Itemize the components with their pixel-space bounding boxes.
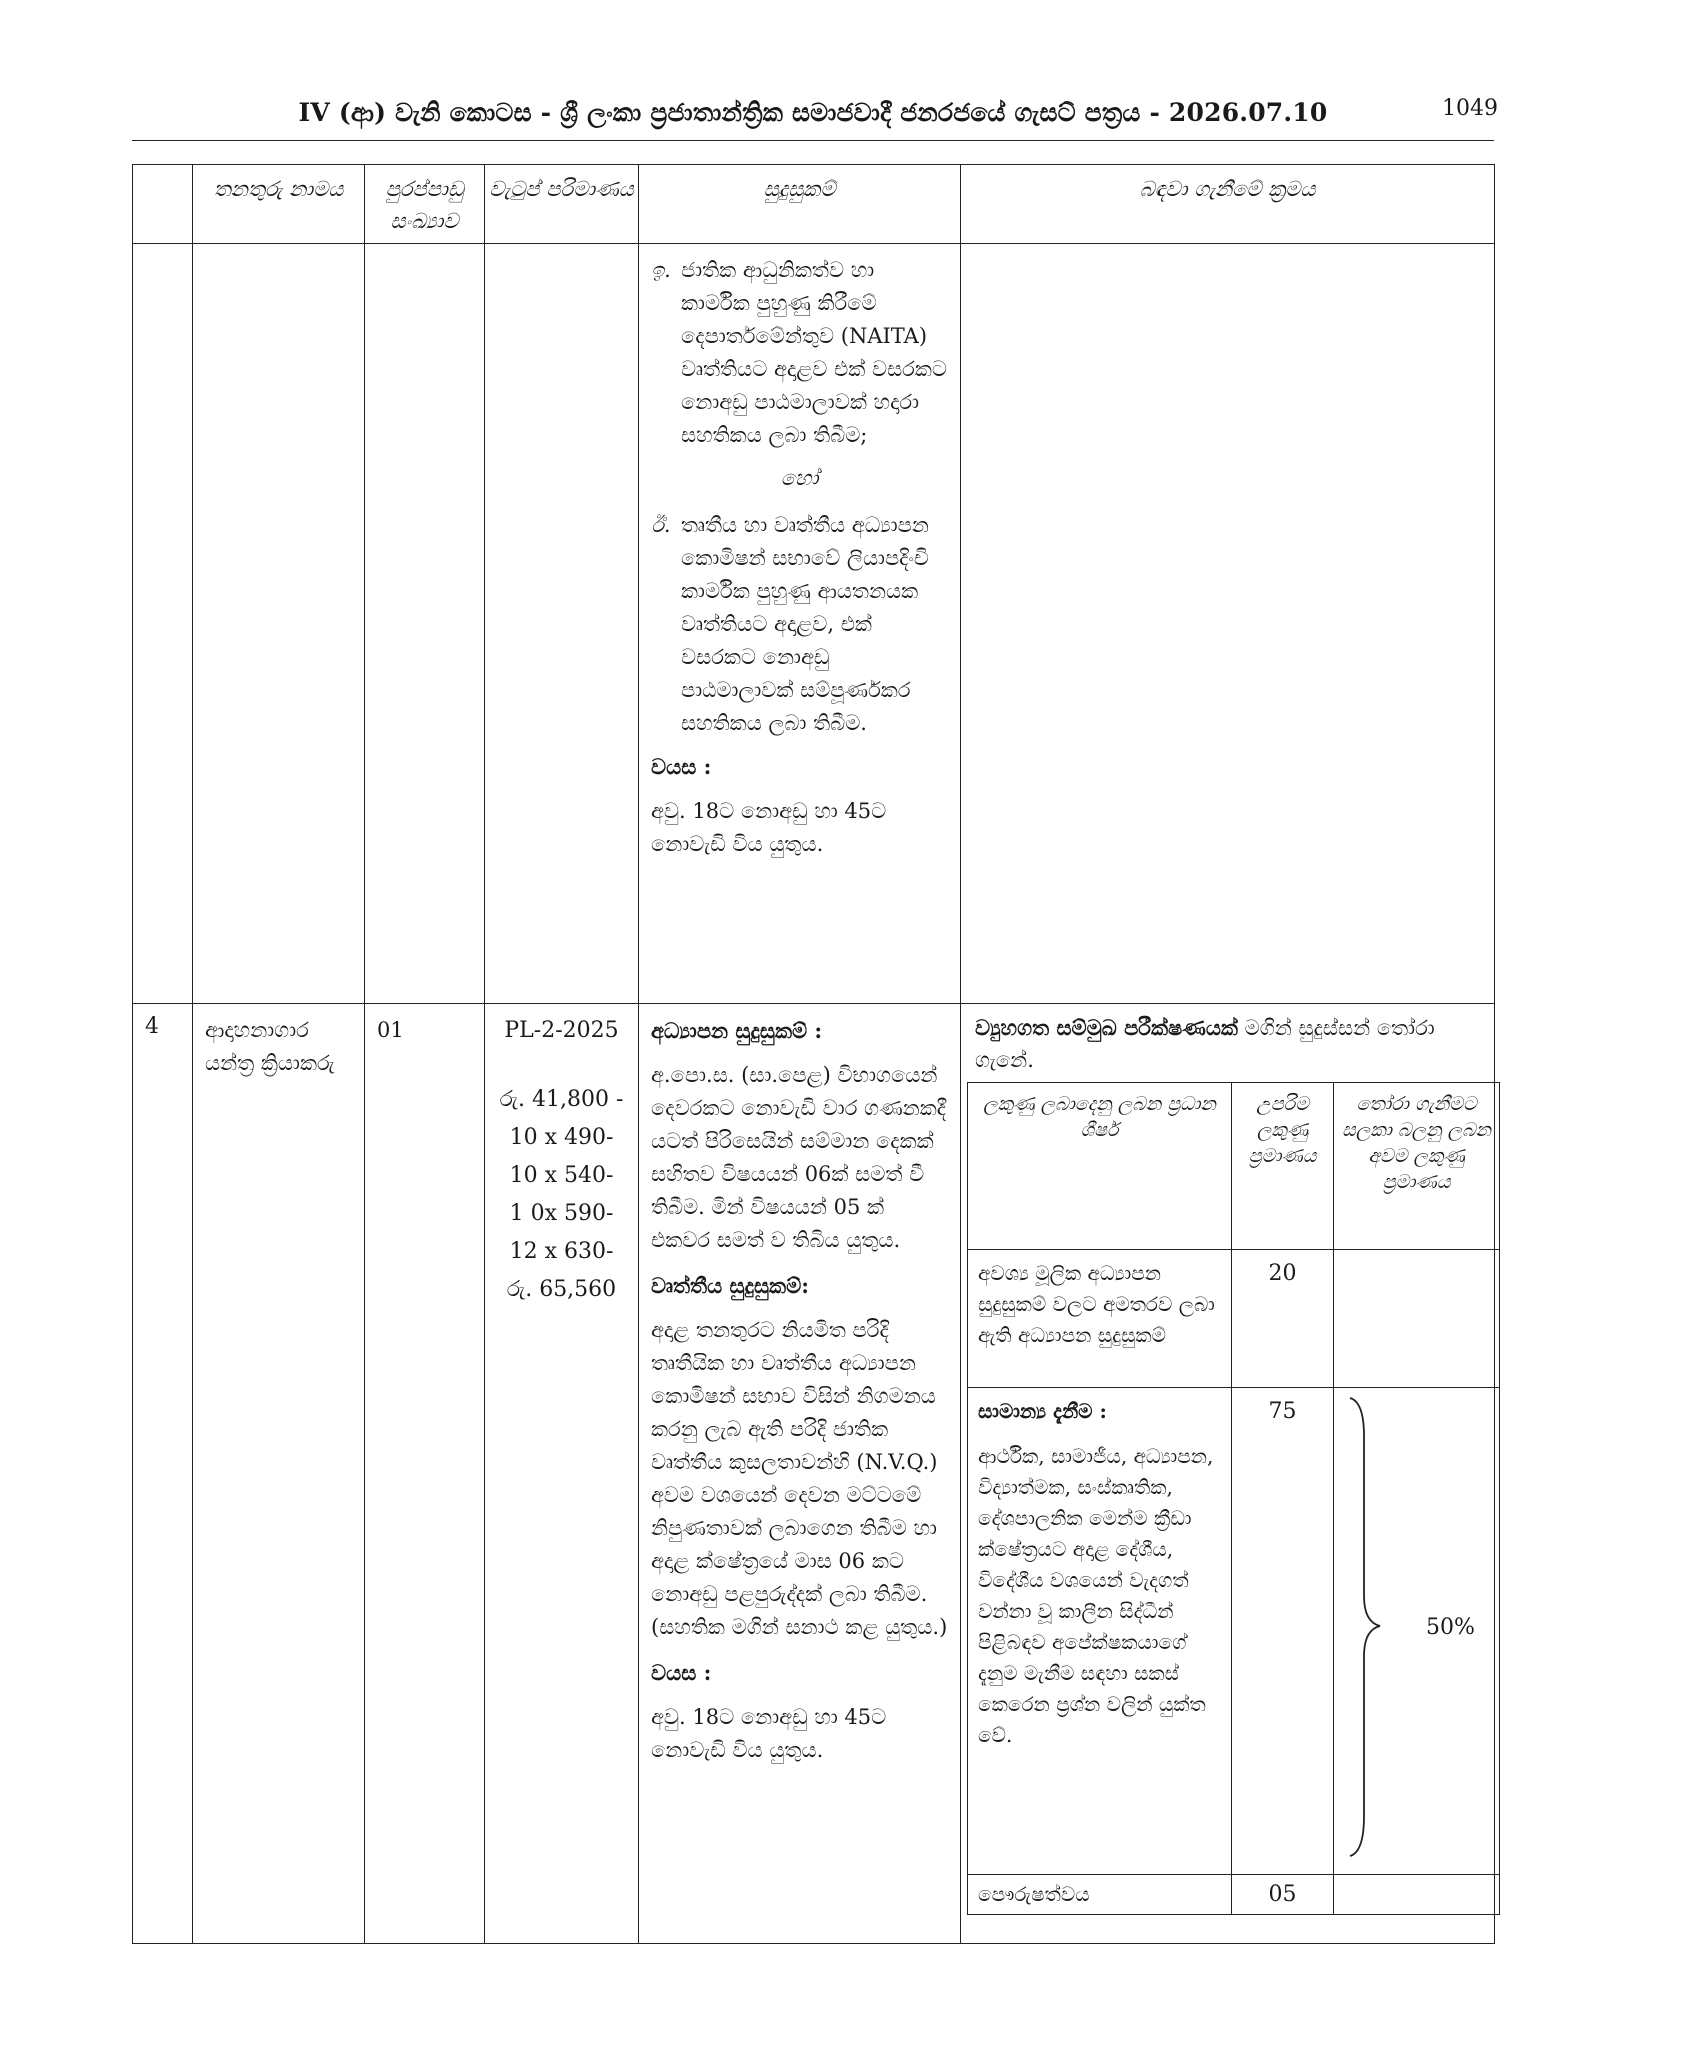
age-requirement: අවු. 18ට නොඅඩු හා 45ට නොවැඩි විය යුතුය.	[651, 799, 887, 856]
table-row-4	[133, 1004, 1495, 1944]
table-header-row	[133, 165, 1495, 244]
age-requirement-row4: අවු. 18ට නොඅඩු හා 45ට නොවැඩි විය යුතුය.	[651, 1705, 887, 1762]
header-divider	[132, 140, 1494, 141]
header-vacancies: පුරප්පාඩු සංඛ්‍යාව	[365, 165, 485, 244]
header-serial	[133, 165, 193, 244]
row4-recruitment	[961, 1004, 1495, 1944]
marks-row-general-knowledge: සාමාන්‍ය දැනීම : ආර්ථික, සාමාජීය, අධ්‍යාපන, විද්‍යාත්මක, සංස්කෘතික, දේශපාලනික මෙන්ම ක්‍රීඩා ක්ෂේත්‍රයට අදාළ දේශීය, විදේශීය වශයෙන් වැදගත් වන්නා වූ කාලීන සිද්ධීන් පිළිබඳව අපේක්ෂකයාගේ දැනුම මැනීම සඳහා සකස් කෙරෙන ප්‍රශ්න වලින් යුක්ත වේ. 75 50%	[968, 1388, 1500, 1875]
vacancy-table	[132, 164, 1495, 1944]
header-salary: වැටුප් පරිමාණය	[485, 165, 639, 244]
or-separator: හෝ	[780, 466, 819, 490]
continued-qualifications	[639, 244, 961, 1004]
edu-heading: අධ්‍යාපන සුදුසුකම් :	[651, 1018, 823, 1043]
prof-heading: වෘත්තීය සුදුසුකම්:	[651, 1273, 809, 1298]
row4-serial: 4	[133, 1004, 193, 1944]
age-heading: වයස :	[651, 754, 712, 779]
marks-header-row	[968, 1083, 1500, 1250]
row4-post-name: ආදාහනාගාර යන්ත්‍ර ක්‍රියාකරු	[193, 1004, 365, 1944]
page-number: 1049	[1442, 96, 1498, 121]
curly-brace-icon	[1346, 1396, 1386, 1858]
salary-code: PL-2-2025	[504, 1018, 619, 1043]
page-header	[132, 92, 1498, 138]
recruitment-method: ව්‍යුහගත සම්මුඛ පරීක්ෂණයක් මගින් සුදුස්සන් තෝරා ගැනේ.	[975, 1015, 1435, 1072]
marks-header-topics: ලකුණු ලබාදෙනු ලබන ප්‍රධාන ශීර්ෂ	[968, 1083, 1232, 1250]
row4-salary	[485, 1004, 639, 1944]
salary-scale: රු. 41,800 - 10 x 490- 10 x 540- 1 0x 590- 12 x 630- රු. 65,560	[499, 1087, 624, 1302]
header-qualifications: සුදුසුකම්	[639, 165, 961, 244]
gazette-title: IV (ආ) වැනි කොටස - ශ්‍රී ලංකා ප්‍රජාතාන්ත්‍රික සමාජවාදී ජනරජයේ ගැසට් පත්‍රය - 2026.07.10	[298, 98, 1328, 127]
age-heading-row4: වයස :	[651, 1660, 712, 1685]
marks-header-min: තෝරා ගැනීමට සලකා බලනු ලබන අවම ලකුණු ප්‍රමාණය	[1334, 1083, 1500, 1250]
marks-table	[967, 1082, 1500, 1915]
min-percentage: 50%	[1426, 1615, 1475, 1640]
edu-requirement: අ.පො.ස. (සා.පෙළ) විභාගයෙන් දෙවරකට නොවැඩි වාර ගණනකදී යටත් පිරිසෙයින් සම්මාන දෙකක් සහිතව විෂයයන් 06ක් සමත් වී තිබීම. මින් විෂයයන් 05 ක් එකවර සමත් ව තිබිය යුතුය.	[651, 1063, 947, 1252]
qualification-item-ee: ඊ. තෘතීය හා වෘත්තීය අධ්‍යාපන කොමිෂන් සභාවේ ලියාපදිංචි කාර්මික පුහුණු ආයතනයක වෘත්තියට අදාළව, එක් වසරකට නොඅඩු පාඨමාලාවක් සම්පූර්ණකර සහතිකය ලබා තිබීම.	[651, 513, 929, 735]
marks-header-max: උපරිම ලකුණු ප්‍රමාණය	[1232, 1083, 1334, 1250]
row4-vacancies: 01	[365, 1004, 485, 1944]
marks-row-additional-qualifications: අවශ්‍ය මූලික අධ්‍යාපන සුදුසුකම් වලට අමතරව ලබා ඇති අධ්‍යාපන සුදුසුකම් 20	[968, 1250, 1500, 1388]
prof-requirement: අදාළ තනතුරට නියමිත පරිදි තෘතීයික හා වෘත්තීය අධ්‍යාපන කොමිෂන් සභාව විසින් නිගමනය කරනු ලැබ ඇති පරිදි ජාතික වෘත්තීය කුසලතාවන්හි (N.V.Q.) අවම වශයෙන් දෙවන මට්ටමේ නිපුණතාවක් ලබාගෙන තිබීම හා අදාළ ක්ෂේත්‍රයේ මාස 06 කට නොඅඩු පළපුරුද්දක් ලබා තිබීම. (සහතික මගින් සනාථ කළ යුතුය.)	[651, 1318, 948, 1639]
marks-row-personality: පෞරුෂත්වය 05	[968, 1875, 1500, 1915]
row4-qualifications	[639, 1004, 961, 1944]
qualification-item-e: ඉ. ජාතික ආධුනිකත්ව හා කාර්මික පුහුණු කිරීමේ දෙපාර්තමේන්තුව (NAITA) වෘත්තියට අදාළව එක් වසරකට නොඅඩු පාඨමාලාවක් හදාරා සහතිකය ලබා තිබීම;	[651, 258, 948, 447]
header-recruitment: බඳවා ගැනීමේ ක්‍රමය	[961, 165, 1495, 244]
header-post-name: තනතුරු නාමය	[193, 165, 365, 244]
table-row-continued	[133, 244, 1495, 1004]
